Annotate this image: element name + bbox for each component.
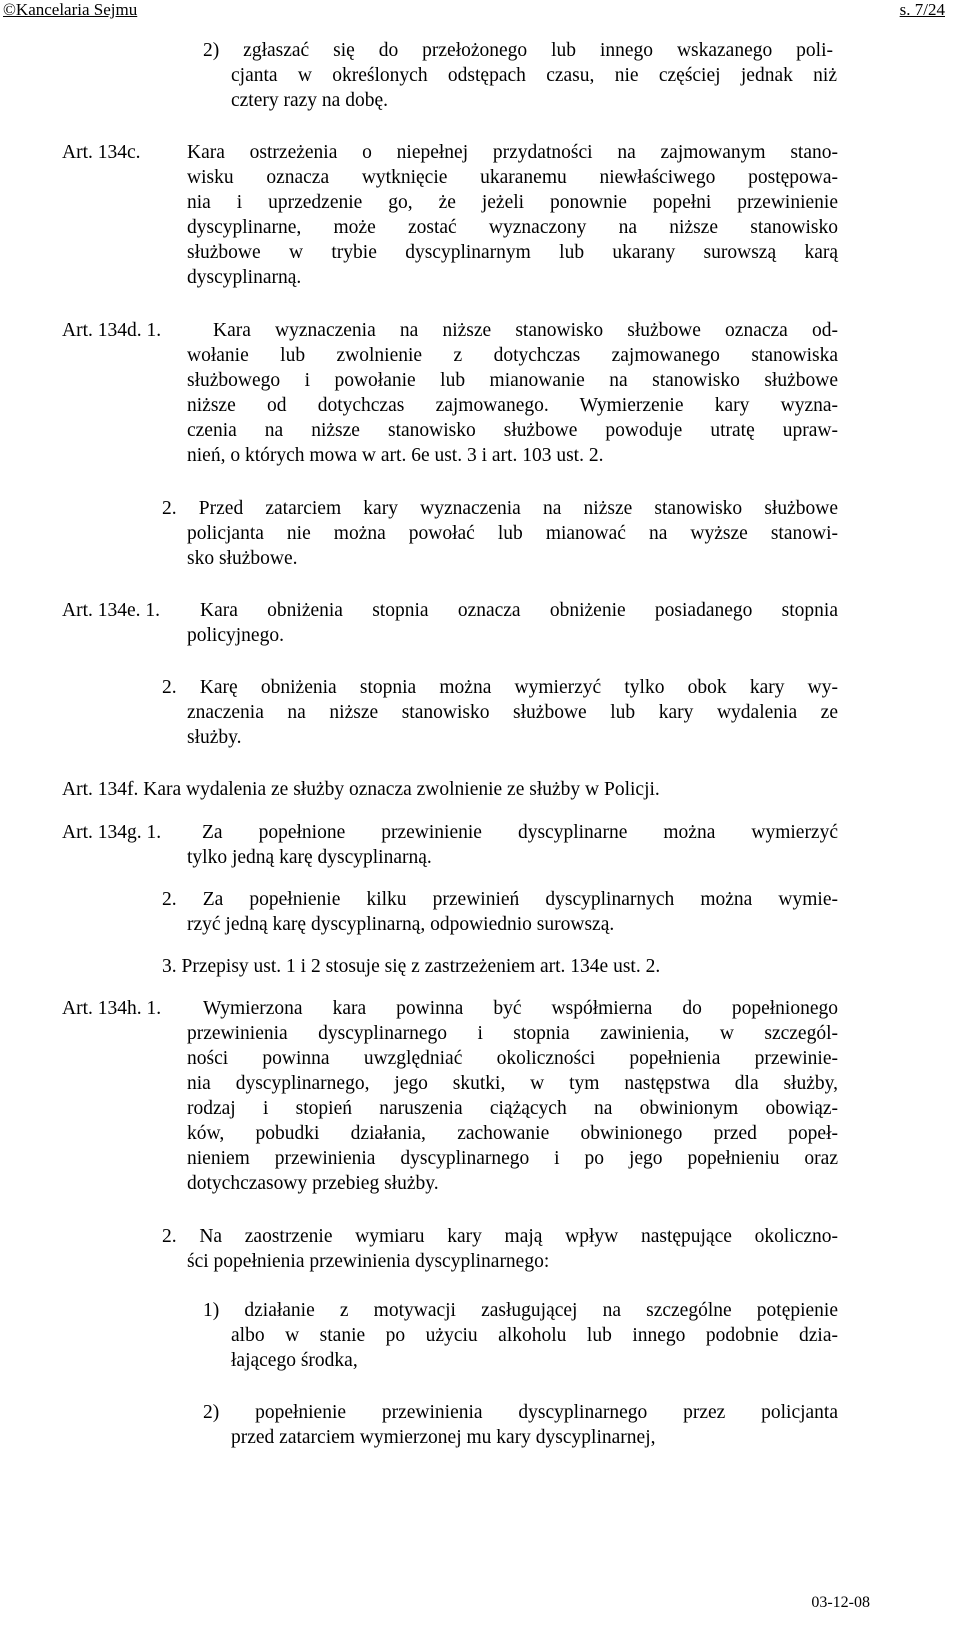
text-line: Kara obniżenia stopnia oznacza obniżenie posiadanego stopnia bbox=[200, 600, 838, 621]
text-line: czenia na niższe stanowisko służbowe powoduje utratę upraw- bbox=[187, 420, 838, 441]
text-line: ności powinna uwzględniać okoliczności popełnienia przewinie- bbox=[187, 1048, 838, 1069]
text-line: sko służbowe. bbox=[187, 548, 298, 569]
text-line: dyscyplinarną. bbox=[187, 267, 302, 288]
text-line: 2. Za popełnienie kilku przewinień dyscyplinarnych można wymie- bbox=[162, 889, 838, 910]
text-line: ści popełnienia przewinienia dyscyplinarnego: bbox=[187, 1251, 550, 1272]
text-line: przewinienia dyscyplinarnego i stopnia zawinienia, w szczegól- bbox=[187, 1023, 838, 1044]
text-line: 2. Na zaostrzenie wymiaru kary mają wpływ następujące okoliczno- bbox=[162, 1226, 838, 1247]
footer-date: 03-12-08 bbox=[811, 1594, 870, 1611]
text-line: niższe od dotychczas zajmowanego. Wymierzenie kary wyzna- bbox=[187, 395, 838, 416]
text-line: Kara wyznaczenia na niższe stanowisko służbowe oznacza od- bbox=[213, 320, 838, 341]
page-header bbox=[0, 0, 960, 22]
article-label: Art. 134d. 1. bbox=[62, 320, 162, 341]
text-line: Art. 134f. Kara wydalenia ze służby oznacza zwolnienie ze służby w Policji. bbox=[62, 779, 660, 800]
list-item-line: 2) popełnienie przewinienia dyscyplinarnego przez policjanta bbox=[203, 1402, 838, 1423]
text-line: Za popełnione przewinienie dyscyplinarne można wymierzyć bbox=[202, 822, 838, 843]
text-line: cztery razy na dobę. bbox=[231, 90, 388, 111]
text-line: nień, o których mowa w art. 6e ust. 3 i art. 103 ust. 2. bbox=[187, 445, 604, 466]
text-line: policyjnego. bbox=[187, 625, 284, 646]
article-label: Art. 134g. 1. bbox=[62, 822, 162, 843]
text-line: służbowego i powołanie lub mianowanie na stanowisko służbowe bbox=[187, 370, 838, 391]
text-line: 2. Karę obniżenia stopnia można wymierzyć tylko obok kary wy- bbox=[162, 677, 838, 698]
text-line: dyscyplinarne, może zostać wyznaczony na niższe stanowisko bbox=[187, 217, 838, 238]
text-line: rodzaj i stopień naruszenia ciążących na obwinionym obowiąz- bbox=[187, 1098, 838, 1119]
text-line: służbowe w trybie dyscyplinarnym lub ukarany surowszą karą bbox=[187, 242, 838, 263]
text-line: nia dyscyplinarnego, jego skutki, w tym następstwa dla służby, bbox=[187, 1073, 838, 1094]
text-line: tylko jedną karę dyscyplinarną. bbox=[187, 847, 432, 868]
page-number-link[interactable]: s. 7/24 bbox=[899, 0, 945, 19]
text-line: policjanta nie można powołać lub mianować na wyższe stanowi- bbox=[187, 523, 838, 544]
list-item-line: łającego środka, bbox=[231, 1350, 358, 1371]
text-line: służby. bbox=[187, 727, 242, 748]
text-line: dotychczasowy przebieg służby. bbox=[187, 1173, 439, 1194]
copyright-link[interactable]: ©Kancelaria Sejmu bbox=[3, 0, 138, 19]
text-line: wisku oznacza wytknięcie ukaranemu niewłaściwego postępowa- bbox=[187, 167, 838, 188]
list-item-line: 1) działanie z motywacji zasługującej na szczególne potępienie bbox=[203, 1300, 838, 1321]
text-line: nieniem przewinienia dyscyplinarnego i po jego popełnieniu oraz bbox=[187, 1148, 838, 1169]
text-line: rzyć jedną karę dyscyplinarną, odpowiednio surowszą. bbox=[187, 914, 615, 935]
list-item-line: albo w stanie po użyciu alkoholu lub innego podobnie dzia- bbox=[231, 1325, 838, 1346]
text-line: Kara ostrzeżenia o niepełnej przydatności na zajmowanym stano- bbox=[187, 142, 838, 163]
article-label: Art. 134h. 1. bbox=[62, 998, 162, 1019]
text-line: 2) zgłaszać się do przełożonego lub innego wskazanego poli- bbox=[203, 40, 833, 61]
text-line: 2. Przed zatarciem kary wyznaczenia na niższe stanowisko służbowe bbox=[162, 498, 838, 519]
text-line: cjanta w określonych odstępach czasu, nie częściej jednak niż bbox=[231, 65, 837, 86]
article-label: Art. 134c. bbox=[62, 142, 141, 163]
text-line: nia i uprzedzenie go, że jeżeli ponownie popełni przewinienie bbox=[187, 192, 838, 213]
list-item-line: przed zatarciem wymierzonej mu kary dyscyplinarnej, bbox=[231, 1427, 656, 1448]
text-line: 3. Przepisy ust. 1 i 2 stosuje się z zastrzeżeniem art. 134e ust. 2. bbox=[162, 956, 661, 977]
article-label: Art. 134e. 1. bbox=[62, 600, 161, 621]
text-line: Wymierzona kara powinna być współmierna do popełnionego bbox=[203, 998, 838, 1019]
text-line: ków, pobudki działania, zachowanie obwinionego przed popeł- bbox=[187, 1123, 838, 1144]
text-line: wołanie lub zwolnienie z dotychczas zajmowanego stanowiska bbox=[187, 345, 838, 366]
text-line: znaczenia na niższe stanowisko służbowe lub kary wydalenia ze bbox=[187, 702, 838, 723]
